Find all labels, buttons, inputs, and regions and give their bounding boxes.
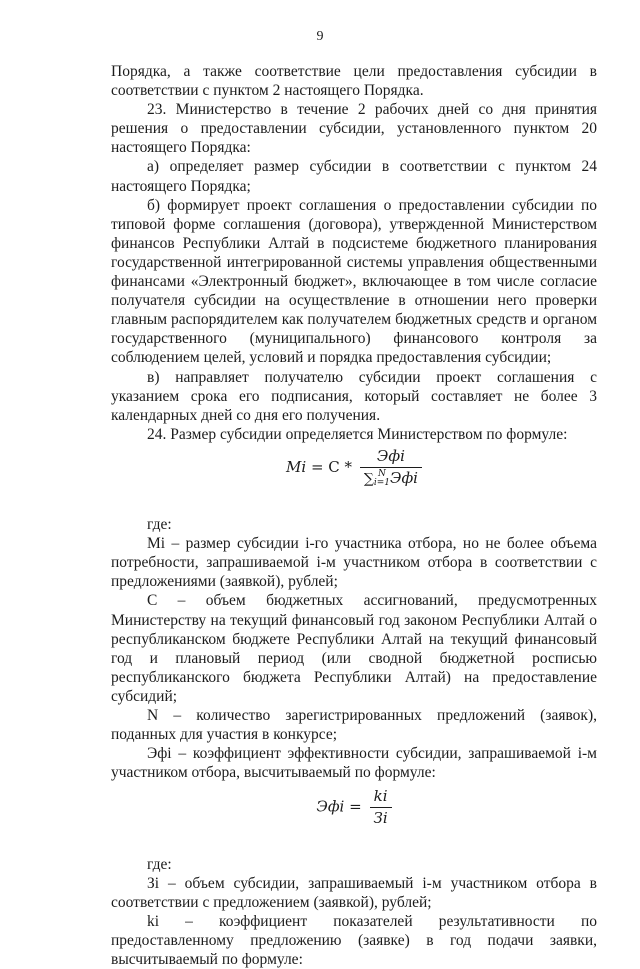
sum-upper-limit: N [377,468,386,479]
formula2-denominator: Зi [370,807,392,828]
subsidy-size-formula [111,447,597,489]
sum-sign: ∑ [363,470,374,487]
spacer [111,491,597,515]
formula1-fraction [360,447,422,489]
formula1-equals: = C * [310,457,353,476]
spacer [111,831,597,855]
page-number: 9 [316,29,324,44]
paragraph-item-24: 24. Размер субсидии определяется Министерством по формуле: [147,425,568,443]
sum-lower-limit: i=1 [373,477,390,488]
formula2-lhs: Эфi [316,797,345,816]
paragraph-subitem-b: б) формирует проект соглашения о предоставлении субсидии по типовой форме соглашения (договора), утвержденной Министерством финансов Республики Алтай в подсистеме бюджетного планирования государственной интегрированной системы управления общественными финансами «Электронный бюджет», включающее в том числе согласие получателя субсидии на осуществление в отношении него проверки главным распорядителем как получателем бюджетных средств и органом государственного (муниципального) финансового контроля за соблюдением целей, условий и порядка предоставления субсидии; [111,196,597,367]
paragraph-subitem-v: в) направляет получателю субсидии проект соглашения с указанием срока его подписания, который составляет не более 3 календарных дней со дня его получения. [111,368,597,424]
paragraph-item-23: 23. Министерство в течение 2 рабочих дней со дня принятия решения о предоставлении субсидии, установленного пунктом 20 настоящего Порядка: [111,101,597,157]
definition-n: N – количество зарегистрированных предложений (заявок), поданных для участия в конкурсе; [111,707,597,744]
efficiency-formula [111,787,597,828]
definition-c: C – объем бюджетных ассигнований, предусмотренных Министерству на текущий финансовый год законом Республики Алтай о республиканском бюджете Республики Алтай на текущий финансовый год и плановый период (или сводной бюджетной росписью республиканского бюджета Республики Алтай) на предоставление субсидий; [111,592,597,705]
formula1-denominator-term: Эфi [389,468,418,487]
definition-mi: Mi – размер субсидии i-го участника отбора, но не более объема потребности, запрашиваемой i-м участником отбора в соответствии с предложениями (заявкой), рублей; [111,535,597,591]
paragraph-continuation: Порядка, а также соответствие цели предоставления субсидии в соответствии с пунктом 2 настоящего Порядка. [111,63,597,100]
definition-efi: Эфi – коэффициент эффективности субсидии, запрашиваемой i-м участником отбора, высчитываемый по формуле: [111,745,597,782]
paragraph-subitem-a: а) определяет размер субсидии в соответствии с пунктом 24 настоящего Порядка; [111,158,597,195]
definition-zi: Зi – объем субсидии, запрашиваемый i-м участником отбора в соответствии с предложением (заявкой), рублей; [111,874,597,911]
formula1-lhs: Mi [286,457,307,476]
formula2-equals: = [349,797,362,816]
where-label-1: где: [147,516,172,534]
definition-ki: ki – коэффициент показателей результативности по предоставленному предложению (заявке) в год подачи заявки, высчитываемый по формуле: [111,912,597,969]
where-label-2: где: [147,855,172,873]
formula1-denominator [360,467,422,489]
formula1-numerator: Эфi [376,446,405,465]
formula2-numerator: ki [373,787,388,806]
page-content [111,62,597,969]
sum-limits [374,470,390,488]
formula2-fraction [370,787,392,828]
